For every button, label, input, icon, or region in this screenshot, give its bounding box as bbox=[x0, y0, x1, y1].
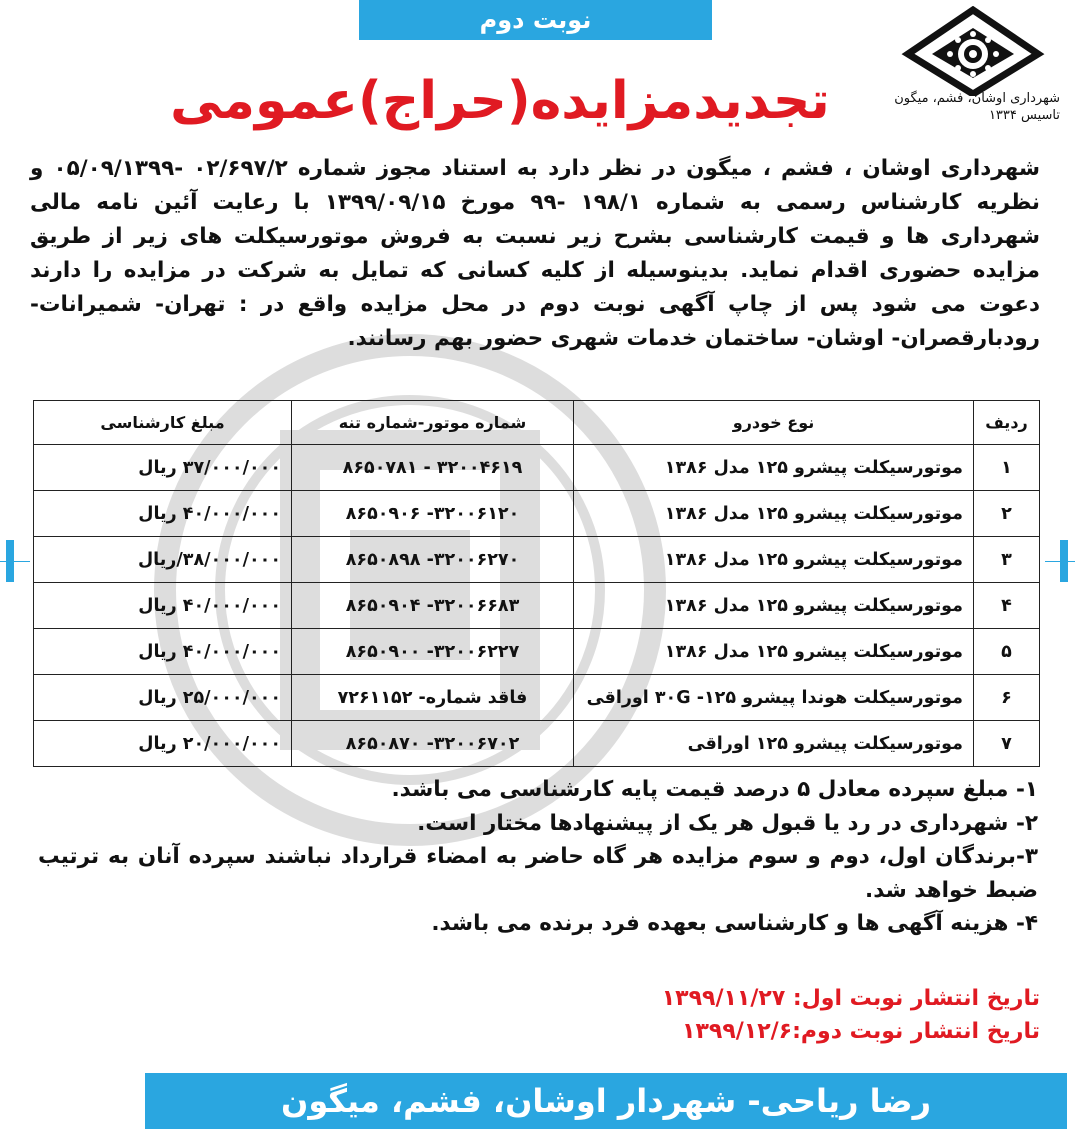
header-row-number: ردیف bbox=[974, 401, 1040, 445]
table-header-row bbox=[34, 401, 1040, 445]
round-tab: نوبت دوم bbox=[359, 0, 712, 40]
condition-item: ۴- هزینه آگهی ها و کارشناسی بعهده فرد برنده می باشد. bbox=[431, 911, 1038, 936]
expert-price: ۲۵/۰۰۰/۰۰۰ ریال bbox=[34, 675, 292, 721]
vehicle-type: موتورسیکلت پیشرو ۱۲۵ مدل ۱۳۸۶ bbox=[574, 537, 974, 583]
table-row bbox=[34, 445, 1040, 491]
row-number: ۵ bbox=[974, 629, 1040, 675]
logo-caption bbox=[860, 90, 1060, 124]
table-row bbox=[34, 583, 1040, 629]
row-number: ۱ bbox=[974, 445, 1040, 491]
condition-item: ۲- شهرداری در رد یا قبول هر یک از پیشنهادها مختار است. bbox=[417, 810, 1038, 836]
table-row bbox=[34, 675, 1040, 721]
table-row bbox=[34, 629, 1040, 675]
intro-paragraph: شهرداری اوشان ، فشم ، میگون در نظر دارد به استناد مجوز شماره ۰۲/۶۹۷/۲ -۰۵/۰۹/۱۳۹۹ و نظریه کارشناس رسمی به شماره ۱۹۸/۱ -۹۹ مورخ ۱۳۹۹/۰۹/۱۵ با رعایت آئین نامه مالی شهرداری ها و قیمت کارشناسی بشرح زیر نسبت به فروش موتورسیکلت های زیر از طریق مزایده حضوری اقدام نماید. بدینوسیله از کلیه کسانی که تمایل به شرکت در مزایده را دارند دعوت می شود پس از چاپ آگهی نوبت دوم در محل مزایده واقع در : تهران- شمیرانات- رودبارقصران- اوشان- ساختمان خدمات شهری حضور بهم رسانند. bbox=[30, 156, 1040, 351]
engine-chassis-number: ۳۲۰۰۶۷۰۲- ۸۶۵۰۸۷۰ bbox=[292, 721, 574, 767]
engine-chassis-number: ۳۲۰۰۶۱۲۰- ۸۶۵۰۹۰۶ bbox=[292, 491, 574, 537]
page-title: تجدیدمزایده(حراج)عمومی bbox=[170, 71, 830, 131]
vehicle-type: موتورسیکلت هوندا پیشرو ۱۲۵- ۳۰G اوراقی bbox=[574, 675, 974, 721]
row-number: ۴ bbox=[974, 583, 1040, 629]
second-publication-date: تاریخ انتشار نوبت دوم:۱۳۹۹/۱۲/۶ bbox=[682, 1019, 1040, 1044]
engine-chassis-number: ۳۲۰۰۴۶۱۹ - ۸۶۵۰۷۸۱ bbox=[292, 445, 574, 491]
header-expert-price: مبلغ کارشناسی bbox=[34, 401, 292, 445]
expert-price: ۳۸/۰۰۰/۰۰۰/ریال bbox=[34, 537, 292, 583]
row-number: ۷ bbox=[974, 721, 1040, 767]
org-established: تاسیس ۱۳۳۴ bbox=[988, 108, 1060, 123]
auction-items-table bbox=[33, 400, 1040, 767]
expert-price: ۴۰/۰۰۰/۰۰۰ ریال bbox=[34, 491, 292, 537]
fold-rule-right bbox=[1045, 561, 1075, 562]
table-row bbox=[34, 491, 1040, 537]
expert-price: ۲۰/۰۰۰/۰۰۰ ریال bbox=[34, 721, 292, 767]
row-number: ۲ bbox=[974, 491, 1040, 537]
condition-item: ۱- مبلغ سپرده معادل ۵ درصد قیمت پایه کارشناسی می باشد. bbox=[391, 777, 1038, 802]
municipality-logo-icon bbox=[898, 6, 1048, 96]
condition-item: ۳-برندگان اول، دوم و سوم مزایده هر گاه حاضر به امضاء قرارداد نباشند سپرده آنان به ترتیب ضبط خواهد شد. bbox=[38, 844, 1038, 903]
row-number: ۶ bbox=[974, 675, 1040, 721]
row-number: ۳ bbox=[974, 537, 1040, 583]
publication-dates bbox=[600, 982, 1040, 1048]
table-row bbox=[34, 721, 1040, 767]
header-vehicle-type: نوع خودرو bbox=[574, 401, 974, 445]
conditions-list bbox=[38, 773, 1038, 941]
expert-price: ۴۰/۰۰۰/۰۰۰ ریال bbox=[34, 583, 292, 629]
table-row bbox=[34, 537, 1040, 583]
vehicle-type: موتورسیکلت پیشرو ۱۲۵ مدل ۱۳۸۶ bbox=[574, 583, 974, 629]
vehicle-type: موتورسیکلت پیشرو ۱۲۵ اوراقی bbox=[574, 721, 974, 767]
expert-price: ۴۰/۰۰۰/۰۰۰ ریال bbox=[34, 629, 292, 675]
engine-chassis-number: ۳۲۰۰۶۲۷۰- ۸۶۵۰۸۹۸ bbox=[292, 537, 574, 583]
signature-bar: رضا ریاحی- شهردار اوشان، فشم، میگون bbox=[145, 1073, 1067, 1129]
vehicle-type: موتورسیکلت پیشرو ۱۲۵ مدل ۱۳۸۶ bbox=[574, 491, 974, 537]
fold-rule-left bbox=[0, 561, 30, 562]
header-engine-chassis: شماره موتور-شماره تنه bbox=[292, 401, 574, 445]
vehicle-type: موتورسیکلت پیشرو ۱۲۵ مدل ۱۳۸۶ bbox=[574, 445, 974, 491]
engine-chassis-number: ۳۲۰۰۶۶۸۳- ۸۶۵۰۹۰۴ bbox=[292, 583, 574, 629]
first-publication-date: تاریخ انتشار نوبت اول: ۱۳۹۹/۱۱/۲۷ bbox=[661, 986, 1040, 1011]
org-name: شهرداری اوشان، فشم، میگون bbox=[894, 91, 1060, 106]
vehicle-type: موتورسیکلت پیشرو ۱۲۵ مدل ۱۳۸۶ bbox=[574, 629, 974, 675]
engine-chassis-number: فاقد شماره- ۷۲۶۱۱۵۲ bbox=[292, 675, 574, 721]
engine-chassis-number: ۳۲۰۰۶۲۲۷- ۸۶۵۰۹۰۰ bbox=[292, 629, 574, 675]
expert-price: ۳۷/۰۰۰/۰۰۰ ریال bbox=[34, 445, 292, 491]
